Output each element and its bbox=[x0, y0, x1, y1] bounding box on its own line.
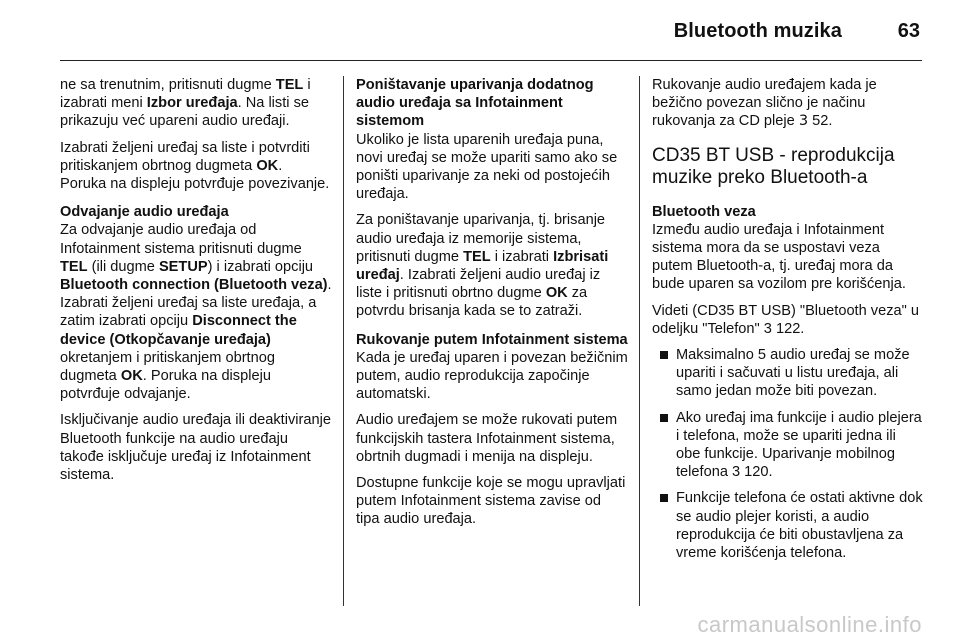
page-reference-icon: 3 bbox=[732, 464, 741, 481]
watermark: carmanualsonline.info bbox=[697, 612, 922, 637]
subheading: Bluetooth veza bbox=[652, 203, 756, 220]
paragraph: Isključivanje audio uređaja ili deaktiviranje Bluetooth funkcije na audio uređaju takođe isključuje uređaj iz Infotainment sistema. bbox=[60, 412, 331, 484]
paragraph: Kada je uređaj uparen i povezan bežičnim putem, audio reprodukcija započinje automatski. bbox=[356, 349, 628, 403]
column-3 bbox=[652, 76, 924, 570]
square-bullet-icon bbox=[660, 351, 668, 359]
paragraph: Dostupne funkcije koje se mogu upravljati putem Infotainment sistema zavise od tipa audio uređaja. bbox=[356, 475, 626, 528]
paragraph: Videti (CD35 BT USB) "Bluetooth veza" u odeljku "Telefon" 3 122. bbox=[652, 302, 919, 337]
paragraph: Rukovanje audio uređajem kada je bežično povezan slično je načinu rukovanja za CD pleje 3 52. bbox=[652, 77, 877, 130]
section-title: CD35 BT USB - reprodukcija muzike preko Bluetooth-a bbox=[652, 144, 895, 188]
page-header bbox=[0, 0, 960, 62]
paragraph: Za poništavanje uparivanja, tj. brisanje audio uređaja iz memorije sistema, pritisnuti dugme TEL i izabrati Izbrisati uređaj. Izabrati željeni audio uređaj iz liste i pritisnuti obrtno dugme OK za potvrdu brisanja kada se to zatraži. bbox=[356, 212, 609, 320]
page-title: Bluetooth muzika bbox=[673, 20, 842, 42]
page-reference-icon: 3 bbox=[763, 320, 772, 337]
column-2 bbox=[356, 76, 628, 537]
column-divider-2 bbox=[639, 76, 640, 606]
subheading: Odvajanje audio uređaja bbox=[60, 204, 229, 221]
paragraph: Izabrati željeni uređaj sa liste i potvrditi pritiskanjem obrtnog dugmeta OK. Poruka na displeju potvrđuje povezivanje. bbox=[60, 139, 330, 193]
paragraph: Audio uređajem se može rukovati putem funkcijskih tastera Infotainment sistema, obrtnih dugmadi i menija na displeju. bbox=[356, 412, 618, 465]
paragraph: ne sa trenutnim, pritisnuti dugme TEL i izabrati meni Izbor uređaja. Na listi se prikazuju već upareni audio uređaji. bbox=[60, 77, 311, 130]
header-divider bbox=[60, 60, 922, 61]
list-item: Funkcije telefona će ostati aktivne dok se audio plejer koristi, a audio reprodukcija će biti obustavljena za vreme korišćenja telefona. bbox=[652, 489, 924, 562]
subheading: Poništavanje uparivanja dodatnog audio uređaja sa Infotainment sistemom bbox=[356, 77, 594, 130]
page-number: 63 bbox=[897, 20, 920, 42]
list-item: Maksimalno 5 audio uređaj se može upariti i sačuvati u listu uređaja, ali samo jedan može biti povezan. bbox=[652, 346, 924, 401]
square-bullet-icon bbox=[660, 414, 668, 422]
subheading: Rukovanje putem Infotainment sistema bbox=[356, 331, 628, 348]
column-divider-1 bbox=[343, 76, 344, 606]
paragraph: Između audio uređaja i Infotainment sistema mora da se uspostavi veza putem Bluetooth-a, tj. uređaj mora da bude uparen sa vozilom pre korišćenja. bbox=[652, 221, 906, 293]
paragraph: Ukoliko je lista uparenih uređaja puna, novi uređaj se može upariti samo ako se poništi uparivanje za neki od postojećih uređaja. bbox=[356, 131, 618, 203]
bullet-list bbox=[652, 346, 924, 562]
paragraph: Za odvajanje audio uređaja od Infotainment sistema pritisnuti dugme TEL (ili dugme SETUP) i izabrati opciju Bluetooth connection (Bluetooth veza). Izabrati željeni uređaj sa liste uređaja, a zatim izabrati opciju Disconnect the device (Otkopčavanje uređaja) okretanjem i pritiskanjem obrtnog dugmeta OK. Poruka na displeju potvrđuje odvajanje. bbox=[60, 222, 332, 403]
column-1 bbox=[60, 76, 332, 492]
square-bullet-icon bbox=[660, 494, 668, 502]
list-item: Ako uređaj ima funkcije i audio plejera i telefona, može se upariti jedna ili obe funkcije. Uparivanje mobilnog telefona 3 120. bbox=[652, 409, 924, 482]
page-reference-icon: 3 bbox=[798, 112, 809, 130]
